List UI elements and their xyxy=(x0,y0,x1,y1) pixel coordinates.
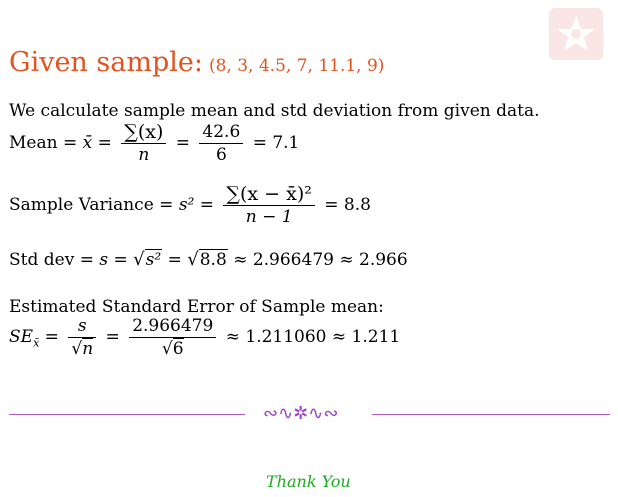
se-denominator-value: √6 xyxy=(161,339,184,359)
mean-fraction-formula xyxy=(121,122,166,165)
intro-text: We calculate sample mean and std deviation from given data. xyxy=(9,101,540,121)
mean-denominator: n xyxy=(138,145,150,165)
variance-result: = 8.8 xyxy=(324,195,371,215)
mean-label: Mean = xyxy=(9,133,83,153)
mean-lhs: x̄ = xyxy=(82,133,118,153)
stddev-sqrt-symbolic: √s² xyxy=(133,249,162,270)
se-denominator: √n xyxy=(71,339,94,359)
se-result: ≈ 1.211060 ≈ 1.211 xyxy=(225,327,401,347)
se-denominator-radicand: n xyxy=(82,339,94,359)
stddev-label: Std dev = xyxy=(9,250,100,270)
mean-result: = 7.1 xyxy=(252,133,300,153)
stddev-radicand-1: s² xyxy=(145,250,162,270)
stddev-lhs: s = xyxy=(99,250,134,270)
mean-fraction-values xyxy=(199,122,243,165)
sample-values: (8, 3, 4.5, 7, 11.1, 9) xyxy=(208,56,385,76)
se-numerator: s xyxy=(68,316,96,338)
se-subscript: x̄ xyxy=(33,336,40,350)
se-heading: Estimated Standard Error of Sample mean: xyxy=(9,297,384,317)
stddev-radicand-2: 8.8 xyxy=(199,250,227,270)
stddev-sqrt-value: √8.8 xyxy=(187,249,227,270)
stddev-equation: Std dev = s = √s² = √8.8 ≈ 2.966479 ≈ 2.966 xyxy=(9,249,408,270)
thank-you-text: Thank You xyxy=(266,472,351,491)
mean-numerator: ∑(x) xyxy=(121,122,166,144)
se-denominator-value-radicand: 6 xyxy=(172,339,184,359)
se-numerator-value: 2.966479 xyxy=(129,316,216,338)
se-equation: $SE_{x̄}$ = $\frac{s}{√n}$ = $\frac{2.966479}{√6}$ ≈ 1.211060 ≈ 1.211 xyxy=(9,316,401,359)
mean-numerator-value: 42.6 xyxy=(199,122,243,144)
divider-right xyxy=(372,414,610,415)
brand-logo xyxy=(549,8,603,60)
variance-label: Sample Variance = xyxy=(9,195,179,215)
title-label: Given sample: xyxy=(9,47,203,78)
divider-left xyxy=(9,414,245,415)
ornament-divider: ∾∿✲∿∾ xyxy=(263,403,339,424)
page-title xyxy=(9,47,384,78)
variance-numerator: ∑(x − x̄)² xyxy=(223,184,314,206)
mean-equation: Mean = x̄ = $\frac{\sum(x)}{n}$ = $\frac{42.6}{6}$ = 7.1 xyxy=(9,121,300,165)
variance-denominator: n − 1 xyxy=(245,207,293,227)
stddev-result: ≈ 2.966479 ≈ 2.966 xyxy=(233,250,408,270)
variance-fraction xyxy=(223,184,314,227)
se-fraction-values xyxy=(129,316,216,359)
se-lhs: SE xyxy=(9,327,34,347)
se-fraction-formula xyxy=(68,316,96,359)
mean-denominator-value: 6 xyxy=(215,145,227,165)
star-icon xyxy=(549,8,603,60)
variance-equation xyxy=(9,184,371,227)
variance-lhs: s² = xyxy=(178,195,220,215)
